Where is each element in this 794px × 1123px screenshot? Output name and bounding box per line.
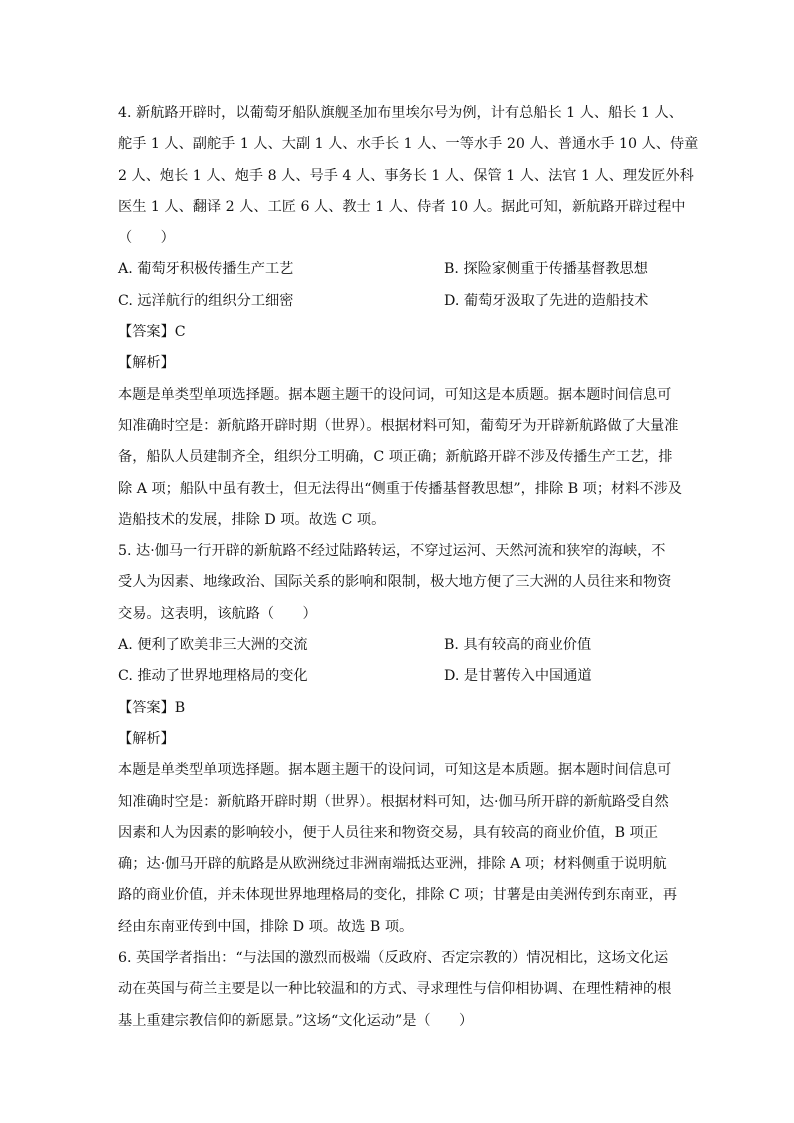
q4-option-c: C. 远洋航行的组织分工细密 bbox=[118, 292, 294, 309]
q5-analysis-line: 路的商业价值，并未体现世界地理格局的变化，排除 C 项；甘薯是由美洲传到东南亚，再 bbox=[118, 887, 678, 904]
q5-option-b: B. 具有较高的商业价值 bbox=[444, 637, 592, 654]
q4-analysis-line: 除 A 项；船队中虽有教士，但无法得出“侧重于传播基督教思想”，排除 B 项；材料不涉及 bbox=[118, 480, 682, 497]
document-page bbox=[118, 98, 699, 1037]
q5-answer: 【答案】B bbox=[118, 699, 186, 716]
q4-options-row-1 bbox=[118, 254, 678, 285]
question-6 bbox=[118, 943, 678, 1037]
q6-stem-line: 动在英国与荷兰主要是以一种比较温和的方式、寻求理性与信仰相协调、在理性精神的根 bbox=[118, 981, 672, 998]
q4-analysis-line: 本题是单类型单项选择题。据本题主题干的设问词，可知这是本质题。据本题时间信息可 bbox=[118, 386, 672, 403]
q5-analysis-line: 本题是单类型单项选择题。据本题主题干的设问词，可知这是本质题。据本题时间信息可 bbox=[118, 762, 672, 779]
q5-option-c: C. 推动了世界地理格局的变化 bbox=[118, 668, 308, 685]
q5-stem-line: 5. 达·伽马一行开辟的新航路不经过陆路转运，不穿过运河、天然河流和狭窄的海峡，不 bbox=[118, 543, 666, 560]
q5-option-a: A. 便利了欧美非三大洲的交流 bbox=[118, 637, 308, 654]
q4-option-b: B. 探险家侧重于传播基督教思想 bbox=[444, 261, 648, 278]
q4-answer-blank: （ ） bbox=[118, 230, 175, 247]
q4-analysis-line: 知准确时空是：新航路开辟时期（世界）。根据材料可知，葡萄牙为开辟新航路做了大量准 bbox=[118, 417, 679, 434]
q4-stem-line: 舵手 1 人、副舵手 1 人、大副 1 人、水手长 1 人、一等水手 20 人、普通水手 10 人、侍童 bbox=[118, 136, 699, 153]
q5-analysis-line: 知准确时空是：新航路开辟时期（世界）。根据材料可知，达·伽马所开辟的新航路受自然 bbox=[118, 793, 669, 810]
q4-stem-line: 4. 新航路开辟时，以葡萄牙船队旗舰圣加布里埃尔号为例，计有总船长 1 人、船长 1 人、 bbox=[118, 105, 683, 121]
q4-stem-line: 医生 1 人、翻译 2 人、工匠 6 人、教士 1 人、侍者 10 人。据此可知，新航路开辟过程中 bbox=[118, 198, 686, 215]
q5-options-row-1 bbox=[118, 630, 678, 661]
q4-analysis-line: 备，船队人员建制齐全，组织分工明确，C 项正确；新航路开辟不涉及传播生产工艺，排 bbox=[118, 449, 673, 466]
q5-analysis-line: 经由东南亚传到中国，排除 D 项。故选 B 项。 bbox=[118, 918, 414, 935]
q5-analysis-label: 【解析】 bbox=[118, 730, 175, 747]
question-4 bbox=[118, 98, 699, 536]
q4-option-a: A. 葡萄牙积极传播生产工艺 bbox=[118, 261, 294, 278]
q5-stem-line: 受人为因素、地缘政治、国际关系的影响和限制，极大地方便了三大洲的人员往来和物资 bbox=[118, 574, 672, 591]
q6-stem-line: 基上重建宗教信仰的新愿景。”这场“文化运动”是（ ） bbox=[118, 1012, 474, 1029]
q5-analysis-line: 确；达·伽马开辟的航路是从欧洲绕过非洲南端抵达亚洲，排除 A 项；材料侧重于说明航 bbox=[118, 856, 667, 873]
q5-stem-line: 交易。这表明，该航路（ ） bbox=[118, 605, 317, 622]
q6-stem-line: 6. 英国学者指出：“与法国的激烈而极端（反政府、否定宗教的）情况相比，这场文化运 bbox=[118, 950, 669, 967]
q4-analysis-line: 造船技术的发展，排除 D 项。故选 C 项。 bbox=[118, 511, 386, 528]
q4-stem-line: 2 人、炮长 1 人、炮手 8 人、号手 4 人、事务长 1 人、保管 1 人、法官 1 人、理发匠外科 bbox=[118, 167, 694, 184]
q5-options-row-2 bbox=[118, 661, 678, 692]
question-5 bbox=[118, 536, 678, 943]
q4-answer: 【答案】C bbox=[118, 324, 186, 341]
q4-options-row-2 bbox=[118, 286, 678, 317]
q5-option-d: D. 是甘薯传入中国通道 bbox=[444, 668, 592, 685]
q4-option-d: D. 葡萄牙汲取了先进的造船技术 bbox=[444, 292, 649, 309]
q4-analysis-label: 【解析】 bbox=[118, 355, 175, 372]
q5-analysis-line: 因素和人为因素的影响较小，便于人员往来和物资交易，具有较高的商业价值，B 项正 bbox=[118, 824, 658, 841]
